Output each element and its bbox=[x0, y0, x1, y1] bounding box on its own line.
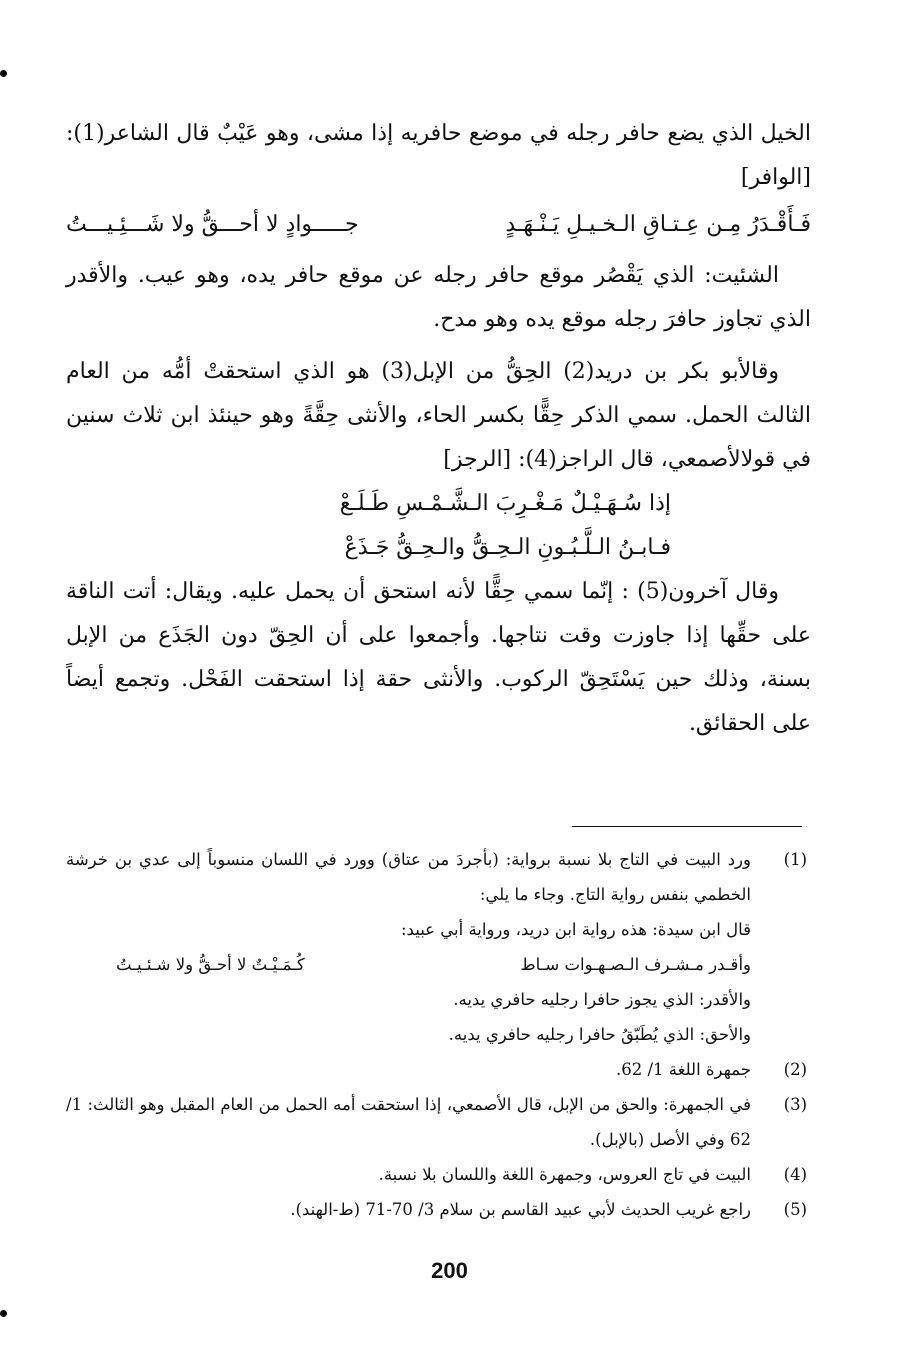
footnote bbox=[66, 1087, 807, 1157]
footnote-number: (2) bbox=[783, 1060, 807, 1079]
verse-line: إذا سُـهَـيْـلٌ مَـغْـرِبَ الـشَّـمْـسِ طَـلَـعْ bbox=[339, 491, 671, 516]
verse-hemistich-first: وأقـدر مـشـرف الـصـهـوات سـاط bbox=[520, 955, 751, 974]
footnote-text: راجع غريب الحديث لأبي عبيد القاسم بن سلام 3/ 70-71 (ط-الهند). bbox=[290, 1200, 751, 1219]
footnote-number: (3) bbox=[783, 1095, 807, 1114]
footnote-text: جمهرة اللغة 1/ 62. bbox=[615, 1060, 751, 1079]
verse-hemistich-second: كُـمَـيْـتٌ لا أحـقُّ ولا شـئـيـتُ bbox=[116, 955, 305, 974]
footnote-line: والأقدر: الذي يجوز حافرا رجليه حافري يديه. bbox=[453, 990, 751, 1009]
footnote-line: قال ابن سيدة: هذه رواية ابن دريد، ورواية أبي عبيد: bbox=[401, 920, 751, 939]
footnote-separator bbox=[572, 826, 802, 827]
main-text bbox=[66, 112, 811, 746]
paragraph: وقالأبو بكر بن دريد(2) الحِقُّ من الإبل(3) هو الذي استحقتْ أمُّه من العام الثالث الحمل. سمي الذكر حِقًّا بكسر الحاء، والأنثى حِقَّةً وهو حينئذ ابن ثلاث سنين في قولالأصمعي، قال الراجز(4): [الرجز] bbox=[66, 359, 811, 472]
footnote-line: والأحق: الذي يُطَبّقُ حافرا رجليه حافري يديه. bbox=[448, 1025, 751, 1044]
verse-line: فـابـنُ الـلَّـبُـونِ الـحِـقُّ والـحِـقُّ جَـذَعْ bbox=[344, 535, 671, 560]
footnote bbox=[66, 1192, 807, 1227]
rajaz-verse bbox=[66, 482, 811, 570]
page-number: 200 bbox=[431, 1258, 468, 1283]
paragraph: الشئيت: الذي يَقْصُر موقع حافر رجله عن موقع حافر يده، وهو عيب. والأقدر الذي تجاوز حافرَ رجله موقع يده وهو مدح. bbox=[66, 263, 811, 332]
footnote-number: (4) bbox=[783, 1165, 807, 1184]
footnote bbox=[66, 1052, 807, 1087]
footnote-number: (5) bbox=[783, 1200, 807, 1219]
scan-dot-mark bbox=[0, 1310, 7, 1317]
footnote-text: في الجمهرة: والحق من الإبل، قال الأصمعي، إذا استحقت أمه الحمل من العام المقبل وهو الثالث: 1/ 62 وفي الأصل (بالإبل). bbox=[66, 1095, 751, 1149]
footnote-text: البيت في تاج العروس، وجمهرة اللغة واللسان بلا نسبة. bbox=[378, 1165, 751, 1184]
scan-dot-mark bbox=[0, 70, 7, 77]
footnote-number: (1) bbox=[783, 850, 807, 869]
footnote-text bbox=[66, 842, 751, 1052]
footnote-verse bbox=[66, 947, 751, 982]
verse-hemistich-first: فَـأَقْـدَرُ مِـن عِـتـاقِ الـخـيـلِ يَـنْـهَـدٍ bbox=[505, 212, 811, 237]
footnote-line: ورد البيت في التاج بلا نسبة برواية: (بأجردَ من عتاق) وورد في اللسان منسوباً إلى عدي بن خرشة الخطمي بنفس رواية التاج. وجاء ما يلي: bbox=[66, 850, 751, 904]
paragraph: الخيل الذي يضع حافر رجله في موضع حافريه إذا مشى، وهو عَيْبٌ قال الشاعر(1): [الوافر] bbox=[66, 121, 811, 190]
footnote bbox=[66, 1157, 807, 1192]
footnote bbox=[66, 842, 807, 1052]
paragraph: وقال آخرون(5) : إنّما سمي حِقًّا لأنه استحق أن يحمل عليه. ويقال: أتت الناقة على حقِّها إذا جاوزت وقت نتاجها. وأجمعوا على أن الحِقّ دون الجَذَع من الإبل بسنة، وذلك حين يَسْتَحِقّ الركوب. والأنثى حقة إذا استحقت الفَحْل. وتجمع أيضاً على الحقائق. bbox=[66, 579, 811, 736]
poem-verse bbox=[66, 202, 811, 248]
footnotes bbox=[66, 842, 807, 1227]
verse-hemistich-second: جـــــوادٍ لا أحـــقُّ ولا شَـــئِـيـــتُ bbox=[66, 212, 359, 237]
